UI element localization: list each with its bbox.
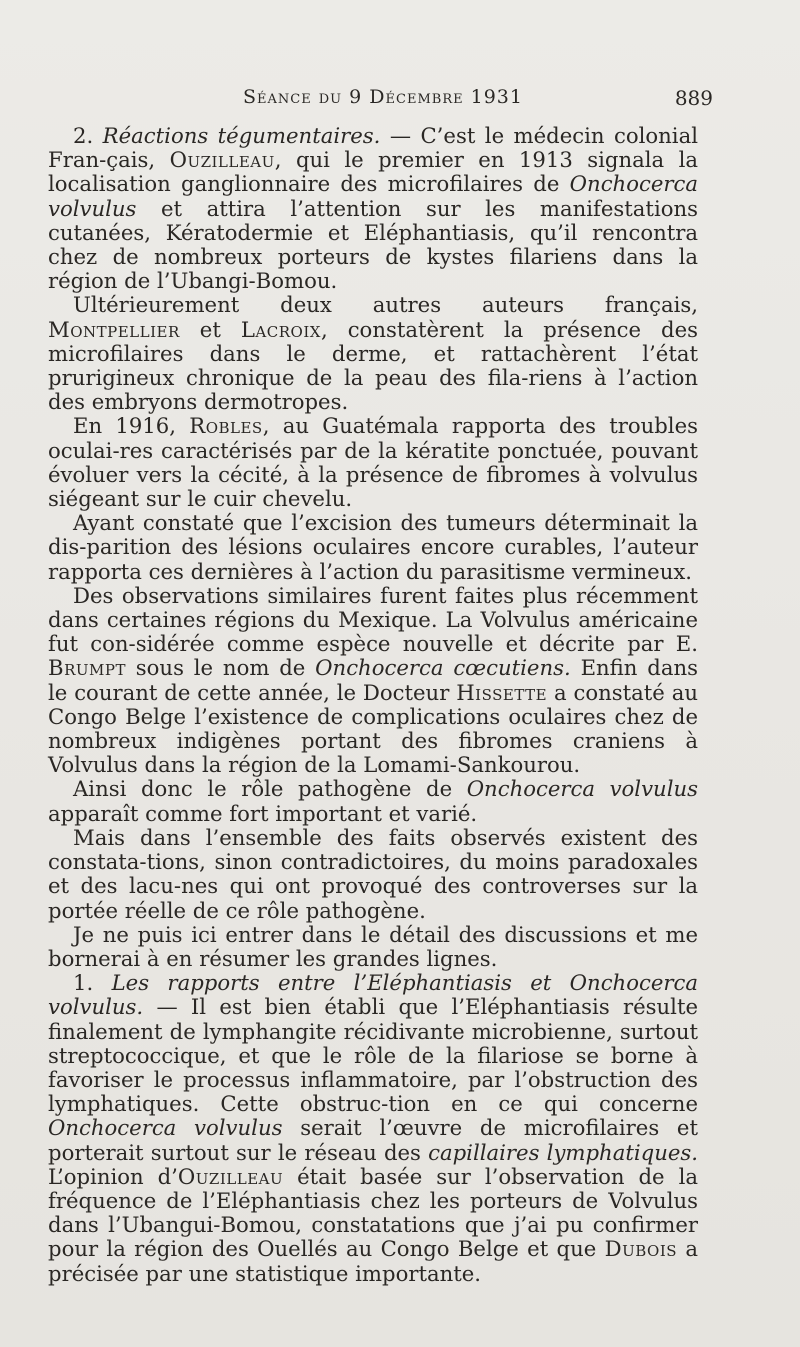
text-run: était basée sur l’observation de la fréquence de l’Eléphantiasis chez les porteurs de Volvulus dans l’Ubangui-Bomou, constatations que j’ai pu confirmer pour la région des Ouellés au Congo Belge et que (48, 1163, 698, 1262)
text-run: a précisée par une statistique importante. (48, 1236, 698, 1286)
text-run: et (179, 316, 241, 342)
page-number: 889 (674, 86, 713, 110)
page-header (48, 86, 713, 114)
text-run: Mais dans l’ensemble des faits observés existent des constata-tions, sinon contradictoires, du moins paradoxales et des lacu-nes qui ont provoqué des controverses sur la portée réelle de ce rôle pathogène. (48, 824, 698, 923)
text-run: serait l’œuvre de microfilaires et porterait surtout sur le réseau des (48, 1115, 698, 1165)
text-run: Ainsi donc le rôle pathogène de (73, 776, 467, 802)
text-run: sous le nom de (125, 655, 316, 681)
species-name: Onchocerca cœcutiens. (315, 655, 571, 681)
text-run: et attira l’attention sur les manifestations cutanées, Kératodermie et Eléphantiasis, qu’il rencontra chez de nombreux porteurs de kystes filariens dans la région de l’Ubangi-Bomou. (48, 195, 698, 294)
paragraph-mexico-congo (48, 584, 698, 778)
body-text (48, 124, 698, 1286)
paragraph-pathogenic-role (48, 777, 698, 825)
section-number: 2. (73, 123, 94, 148)
author-name: Ouzilleau (177, 1163, 284, 1189)
text-run: Enfin dans le courant de cette année, le Docteur (48, 655, 698, 705)
author-name: Brumpt (48, 655, 126, 681)
text-run: , constatèrent la présence des microfilaires dans le derme, et rattachèrent l’état prurigineux chronique de la peau des fila-riens à l’action des embryons dermotropes. (48, 316, 698, 415)
paragraph-controversies (48, 826, 698, 923)
text-run: En 1916, (73, 413, 190, 439)
text-run: Je ne puis ici entrer dans le détail des discussions et me bornerai à en résumer les grandes lignes. (48, 921, 698, 971)
text-run: — C’est le médecin colonial Fran-çais, (48, 123, 698, 173)
italic-term: capillaires lymphatiques. (428, 1139, 698, 1165)
text-run: a constaté au Congo Belge l’existence de complications oculaires chez de nombreux indigènes portant des fibromes craniens à Volvulus dans la région de la Lomami-Sankourou. (48, 679, 698, 778)
text-run: apparaît comme fort important et varié. (48, 800, 478, 826)
section-title: Les rapports entre l’Eléphantiasis et Onchocerca volvulus. (48, 970, 698, 1020)
author-name: Robles (189, 413, 263, 439)
paragraph-summary (48, 923, 698, 971)
author-name: Dubois (604, 1236, 678, 1262)
species-name: Onchocerca volvulus (466, 776, 698, 802)
author-name: Lacroix (240, 316, 321, 342)
paragraph-montpellier-lacroix (48, 293, 698, 414)
author-name: Hissette (456, 679, 548, 705)
text-run: , au Guatémala rapporta des troubles oculai-res caractérisés par de la kératite ponctuée, pouvant évoluer vers la cécité, à la présence de fibromes à volvulus siégeant sur le cuir chevelu. (48, 413, 698, 512)
paragraph-cutaneous-reactions (48, 124, 698, 293)
paragraph-robles (48, 414, 698, 511)
paragraph-excision (48, 511, 698, 584)
text-run: — Il est bien établi que l’Eléphantiasis résulte finalement de lymphangite récidivante microbienne, surtout streptococcique, et que le rôle de la filariose se borne à favoriser le processus inflammatoire, par l’obstruction des lymphatiques. Cette obstruc-tion en ce qui concerne (48, 994, 698, 1117)
section-title: Réactions tégumentaires. (102, 123, 381, 148)
section-number: 1. (73, 970, 94, 996)
text-run: Ayant constaté que l’excision des tumeurs déterminait la dis-parition des lésions oculaires encore curables, l’auteur rapporta ces dernières à l’action du parasitisme vermineux. (48, 510, 698, 584)
text-run: Ultérieurement deux autres auteurs français, (73, 292, 698, 318)
running-head: Séance du 9 Décembre 1931 (243, 86, 523, 108)
text-run: L’opinion d’ (48, 1163, 178, 1189)
author-name: Montpellier (48, 316, 180, 342)
author-name: Ouzilleau (169, 147, 275, 173)
text-run: , qui le premier en 1913 signala la localisation ganglionnaire des microfilaires de (48, 147, 698, 197)
text-run: Des observations similaires furent faites plus récemment dans certaines régions du Mexique. La Volvulus américaine fut con-sidérée comme espèce nouvelle et décrite par E. (48, 582, 698, 657)
species-name: Onchocerca volvulus (48, 171, 698, 221)
paragraph-elephantiasis (48, 971, 698, 1286)
species-name: Onchocerca volvulus (48, 1115, 283, 1141)
